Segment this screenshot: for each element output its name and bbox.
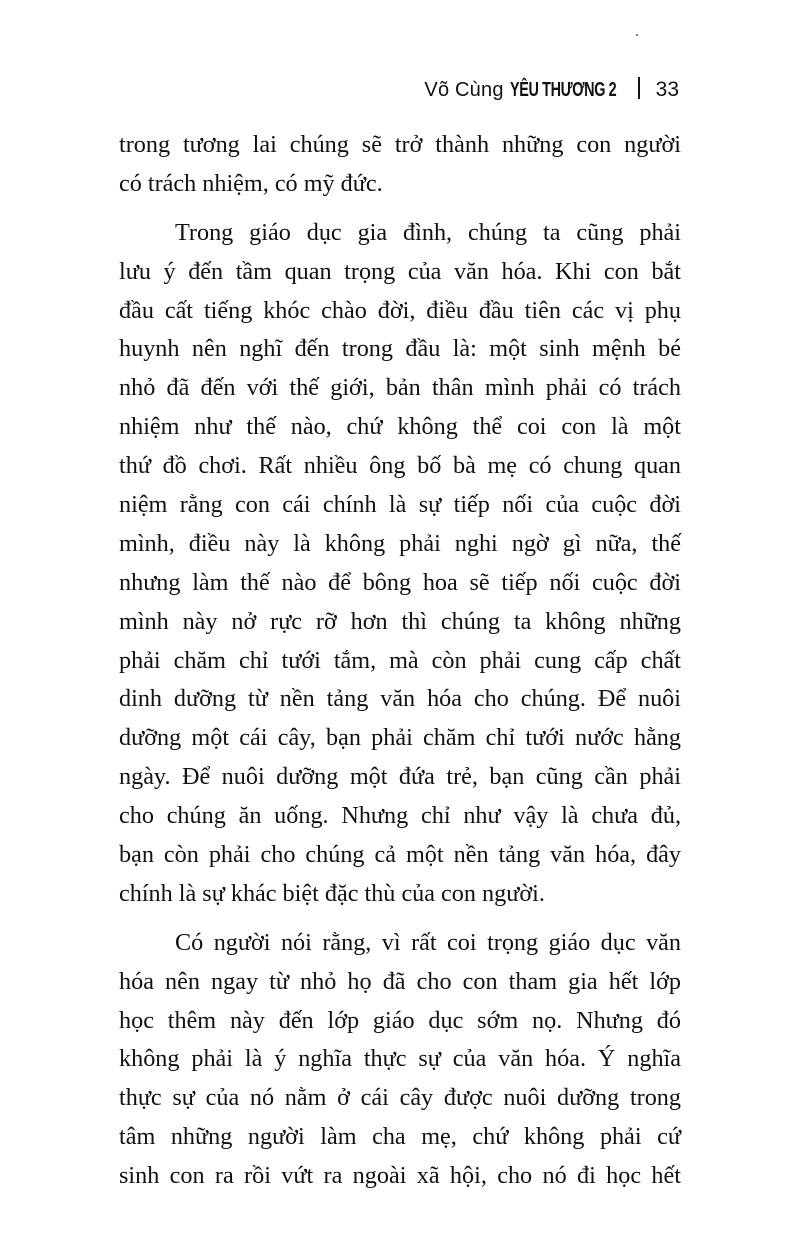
text-line: huynh nên nghĩ đến trong đầu là: một sinh mệnh bé (119, 335, 681, 363)
text-line: thực sự của nó nằm ở cái cây được nuôi dưỡng trong (119, 1084, 681, 1112)
paragraph-3 (119, 924, 681, 1196)
paragraph-1 (119, 126, 681, 204)
text-line: đầu cất tiếng khóc chào đời, điều đầu tiên các vị phụ (119, 296, 681, 324)
header-separator (638, 77, 640, 99)
text-line: học thêm này đến lớp giáo dục sớm nọ. Nhưng đó (119, 1006, 681, 1034)
running-header (424, 74, 679, 105)
header-author: Võ Cùng (424, 79, 504, 101)
paragraph-2 (119, 214, 681, 914)
text-line: bạn còn phải cho chúng cả một nền tảng văn hóa, đây (119, 841, 681, 869)
text-line: Trong giáo dục gia đình, chúng ta cũng phải (175, 218, 681, 246)
text-line: tâm những người làm cha mẹ, chứ không phải cứ (119, 1123, 681, 1151)
text-line: sinh con ra rồi vứt ra ngoài xã hội, cho nó đi học hết (119, 1162, 681, 1190)
text-line: không phải là ý nghĩa thực sự của văn hóa. Ý nghĩa (119, 1045, 681, 1073)
header-book-title: YÊU THƯƠNG 2 (509, 79, 616, 101)
page-number: 33 (655, 78, 679, 101)
text-line: phải chăm chỉ tưới tắm, mà còn phải cung cấp chất (119, 646, 681, 674)
body-text (119, 126, 681, 1206)
text-line: nhưng làm thế nào để bông hoa sẽ tiếp nối cuộc đời (119, 568, 681, 596)
text-line: ngày. Để nuôi dưỡng một đứa trẻ, bạn cũng cần phải (119, 763, 681, 791)
text-line: có trách nhiệm, có mỹ đức. (119, 169, 383, 197)
text-line: nhiệm như thế nào, chứ không thể coi con là một (119, 413, 681, 441)
text-line: lưu ý đến tầm quan trọng của văn hóa. Khi con bắt (119, 257, 681, 285)
text-line: chính là sự khác biệt đặc thù của con người. (119, 879, 545, 907)
text-line: Có người nói rằng, vì rất coi trọng giáo dục văn (175, 928, 681, 956)
text-line: trong tương lai chúng sẽ trở thành những con người (119, 131, 681, 158)
text-line: dinh dưỡng từ nền tảng văn hóa cho chúng. Để nuôi (119, 685, 681, 713)
text-line: hóa nên ngay từ nhỏ họ đã cho con tham gia hết lớp (119, 967, 681, 995)
text-line: mình này nở rực rỡ hơn thì chúng ta không những (119, 607, 681, 635)
print-speck (636, 34, 638, 36)
text-line: mình, điều này là không phải nghi ngờ gì nữa, thế (119, 529, 681, 557)
text-line: thứ đồ chơi. Rất nhiều ông bố bà mẹ có chung quan (119, 452, 681, 480)
text-line: dưỡng một cái cây, bạn phải chăm chỉ tưới nước hằng (119, 724, 681, 752)
text-line: niệm rằng con cái chính là sự tiếp nối của cuộc đời (119, 491, 681, 519)
text-line: nhỏ đã đến với thế giới, bản thân mình phải có trách (119, 374, 681, 402)
text-line: cho chúng ăn uống. Nhưng chỉ như vậy là chưa đủ, (119, 802, 681, 830)
